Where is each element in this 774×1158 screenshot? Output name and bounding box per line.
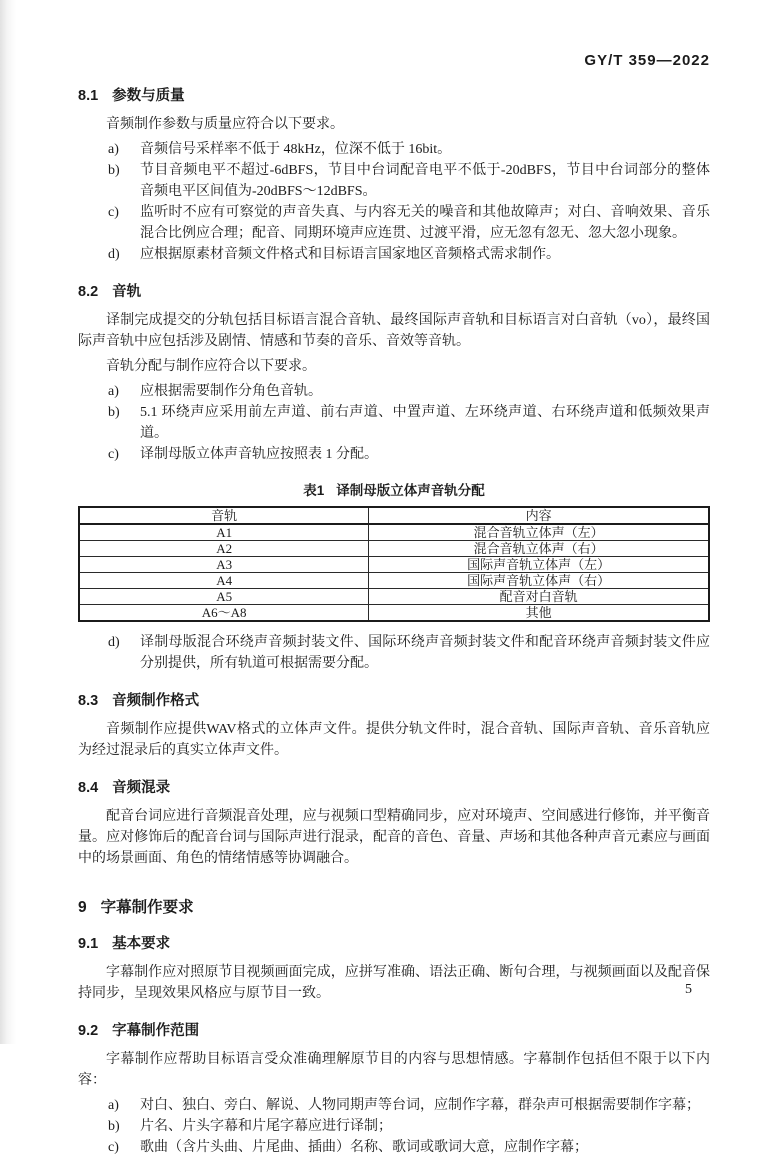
doc-number: GY/T 359—2022: [584, 52, 710, 69]
list-item-label: c): [108, 205, 119, 220]
list-item-text: 译制母版混合环绕声音频封装文件、国际环绕声音频封装文件和配音环绕声音频封装文件应分别提供，所有轨道可根据需要分配。: [140, 635, 710, 671]
list-item-label: d): [108, 635, 120, 650]
list-8-2: [108, 381, 710, 465]
table-cell: 国际声音轨立体声（左）: [369, 557, 709, 573]
table-row: [79, 557, 709, 573]
heading-8-4: [78, 776, 710, 797]
table-header-cell-track: 音轨: [79, 507, 369, 524]
table-caption: [78, 479, 710, 499]
heading-number: 9.2: [78, 1023, 99, 1039]
heading-title: 音频混录: [112, 780, 171, 796]
list-item: [108, 202, 710, 244]
paragraph-8-1-intro: 音频制作参数与质量应符合以下要求。: [106, 117, 344, 132]
list-item: [108, 381, 710, 402]
heading-8-1: [78, 84, 710, 105]
list-item-text: 译制母版立体声音轨应按照表 1 分配。: [140, 447, 378, 462]
table-row: [79, 589, 709, 605]
page-number: 5: [685, 982, 692, 997]
paragraph-8-2-p2: 音轨分配与制作应符合以下要求。: [106, 359, 316, 374]
list-item-label: b): [108, 1119, 120, 1134]
heading-title: 字幕制作范围: [112, 1023, 200, 1039]
heading-title: 音轨: [112, 284, 142, 300]
list-item-label: c): [108, 447, 119, 462]
list-item: [108, 402, 710, 444]
table-cell: A3: [79, 557, 369, 573]
list-item-label: b): [108, 163, 120, 178]
paragraph-8-2-p1: 译制完成提交的分轨包括目标语言混合音轨、最终国际声音轨和目标语言对白音轨（vo），最终国际声音轨中应包括涉及剧情、情感和节奏的音乐、音效等音轨。: [78, 313, 710, 349]
list-item-label: a): [108, 1098, 119, 1113]
list-item: [108, 632, 710, 674]
list-item-text: 应根据原素材音频文件格式和目标语言国家地区音频格式需求制作。: [140, 247, 560, 262]
list-item: [108, 160, 710, 202]
paragraph-9-2-p1: 字幕制作应帮助目标语言受众准确理解原节目的内容与思想情感。字幕制作包括但不限于以下内容：: [78, 1052, 710, 1088]
heading-number: 9.1: [78, 936, 99, 952]
table-cell: 国际声音轨立体声（右）: [369, 573, 709, 589]
list-item-text: 歌曲（含片头曲、片尾曲、插曲）名称、歌词或歌词大意，应制作字幕；: [140, 1140, 588, 1155]
heading-9: [78, 895, 710, 917]
paragraph-8-3-p1: 音频制作应提供WAV格式的立体声文件。提供分轨文件时，混合音轨、国际声音轨、音乐音轨应为经过混录后的真实立体声文件。: [78, 722, 710, 758]
table-cell: A5: [79, 589, 369, 605]
table-cell: 混合音轨立体声（左）: [369, 524, 709, 541]
heading-title: 音频制作格式: [112, 693, 200, 709]
table-cell: 其他: [369, 605, 709, 622]
list-item-label: c): [108, 1140, 119, 1155]
table-cell: A4: [79, 573, 369, 589]
heading-number: 8.1: [78, 88, 99, 104]
table-row: [79, 541, 709, 557]
list-item-label: a): [108, 142, 119, 157]
list-item-text: 监听时不应有可察觉的声音失真、与内容无关的噪音和其他故障声；对白、音响效果、音乐混合比例应合理；配音、同期环境声应连贯、过渡平滑，应无忽有忽无、忽大忽小现象。: [140, 205, 710, 241]
list-item-label: b): [108, 405, 120, 420]
list-item-text: 音频信号采样率不低于 48kHz，位深不低于 16bit。: [140, 142, 452, 157]
list-item-text: 对白、独白、旁白、解说、人物同期声等台词，应制作字幕，群杂声可根据需要制作字幕；: [140, 1098, 700, 1113]
list-item: [108, 444, 710, 465]
heading-number: 8.3: [78, 693, 99, 709]
heading-8-2: [78, 280, 710, 301]
list-item: [108, 1137, 710, 1158]
heading-9-2: [78, 1019, 710, 1040]
heading-number: 8.2: [78, 284, 99, 300]
list-item-label: a): [108, 384, 119, 399]
table-cell: A6～A8: [79, 605, 369, 622]
heading-number: 8.4: [78, 780, 99, 796]
table-row: [79, 573, 709, 589]
list-8-2-continued: [108, 632, 710, 674]
table-header-cell-content: 内容: [369, 507, 709, 524]
table-cell: A2: [79, 541, 369, 557]
list-item-text: 节目音频电平不超过-6dBFS，节目中台词配音电平不低于-20dBFS，节目中台词部分的整体音频电平区间值为-20dBFS～12dBFS。: [140, 163, 710, 199]
table-row: [79, 605, 709, 622]
list-9-2: [108, 1095, 710, 1158]
list-item-label: d): [108, 247, 120, 262]
list-item-text: 应根据需要制作分角色音轨。: [140, 384, 322, 399]
heading-9-1: [78, 932, 710, 953]
list-item: [108, 139, 710, 160]
table-caption-label: 表1: [303, 483, 325, 498]
list-item: [108, 1116, 710, 1137]
heading-number: 9: [78, 899, 87, 916]
list-8-1: [108, 139, 710, 265]
paragraph-8-4-p1: 配音台词应进行音频混音处理，应与视频口型精确同步，应对环境声、空间感进行修饰，并平衡音量。应对修饰后的配音台词与国际声进行混录，配音的音色、音量、声场和其他各种声音元素应与画面中的场景画面、角色的情绪情感等协调融合。: [78, 809, 710, 866]
paragraph-9-1-p1: 字幕制作应对照原节目视频画面完成，应拼写准确、语法正确、断句合理，与视频画面以及配音保持同步，呈现效果风格应与原节目一致。: [78, 965, 710, 1001]
heading-title: 基本要求: [112, 936, 171, 952]
heading-title: 字幕制作要求: [100, 899, 194, 916]
list-item: [108, 1095, 710, 1116]
table-cell: 配音对白音轨: [369, 589, 709, 605]
heading-title: 参数与质量: [112, 88, 185, 104]
list-item: [108, 244, 710, 265]
list-item-text: 片名、片头字幕和片尾字幕应进行译制；: [140, 1119, 392, 1134]
heading-8-3: [78, 689, 710, 710]
table-caption-title: 译制母版立体声音轨分配: [336, 483, 485, 498]
table-header-row: [79, 507, 709, 524]
table-cell: 混合音轨立体声（右）: [369, 541, 709, 557]
table-row: [79, 524, 709, 541]
table-1: [78, 506, 710, 622]
list-item-text: 5.1 环绕声应采用前左声道、前右声道、中置声道、左环绕声道、右环绕声道和低频效果声道。: [140, 405, 710, 441]
table-cell: A1: [79, 524, 369, 541]
